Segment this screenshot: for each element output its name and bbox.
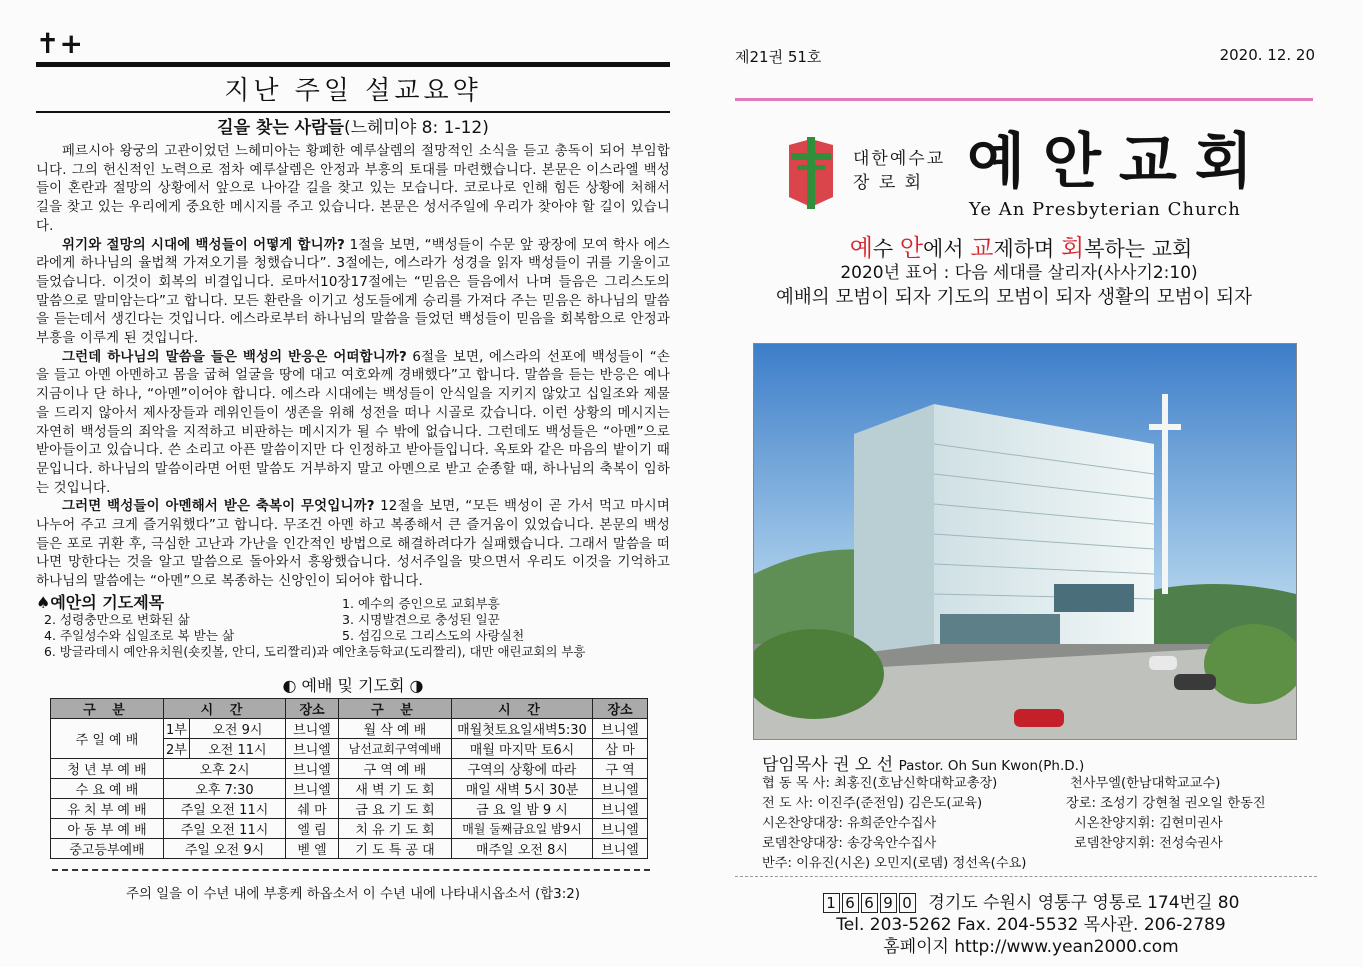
cross-logo-icon xyxy=(783,135,839,211)
address-line xyxy=(735,892,1327,914)
church-masthead xyxy=(735,129,1327,225)
cell: 월 삭 예 배 xyxy=(339,718,452,738)
cell: 브니엘 xyxy=(593,718,648,738)
cell: 브니엘 xyxy=(593,798,648,818)
motto-initial: 교 xyxy=(970,234,994,262)
cell: 구역의 상황에 따라 xyxy=(452,758,593,778)
staff-line: 천사무엘(한남대학교교수) xyxy=(1070,776,1221,791)
motto-text: 제하며 xyxy=(993,237,1062,261)
answer-3: 12절을 보면, “모든 백성이 곧 가서 먹고 마시며 나누어 주고 크게 즐거워했다”고 합니다. 무조건 아멘 하고 복종해서 큰 즐거움이 있었습니다. 본문의 백성들은 포로 귀환 후, 극심한 고난과 가난을 인간적인 방법으로 해결하려다가 실패했습니다. 그래서 말씀을 떠나면 망한다는 것을 알고 말씀으로 돌아와서 흥왕했습니다. 성서주일을 맞으면서 우리도 이것을 기억하고 하나님의 말씀에는 “아멘”으로 복종하는 신앙인이 되어야 합니다. xyxy=(36,499,671,590)
question-3: 그러면 백성들이 아멘해서 받은 축복이 무엇입니까? xyxy=(62,499,375,515)
table-row xyxy=(51,818,648,838)
prayer-item: 2. 성령충만으로 변화된 삶 xyxy=(44,611,190,627)
cell: 주일 오전 9시 xyxy=(164,838,286,858)
church-name: 예안교회 xyxy=(967,127,1271,197)
church-motto xyxy=(715,235,1327,262)
col-header: 시 간 xyxy=(452,698,593,718)
staff-line: 반주: 이유진(시온) 오민지(로뎀) 정선옥(수요) xyxy=(762,856,1027,871)
col-header: 장소 xyxy=(593,698,648,718)
cell: 오후 2시 xyxy=(164,758,286,778)
church-name-english: Ye An Presbyterian Church xyxy=(969,199,1241,220)
staff-line: 시온찬양지휘: 김현미권사 xyxy=(1074,816,1223,831)
year-theme: 2020년 표어 : 다음 세대를 살리자(사사기2:10) xyxy=(840,263,1198,283)
pastor-name: 담임목사 권 오 선 xyxy=(762,755,894,775)
cell: 주일 오전 11시 xyxy=(164,818,286,838)
cell: 매월 둘째금요일 밤9시 xyxy=(452,818,593,838)
motto-text: 수 xyxy=(872,237,900,261)
cell: 주일 오전 11시 xyxy=(164,798,286,818)
col-header: 장소 xyxy=(286,698,339,718)
sermon-paragraph-1: 페르시아 왕궁의 고관이었던 느헤미아는 황폐한 예루살렘의 절망적인 소식을 듣고 총독이 되어 부임합니다. 그의 헌신적인 노력으로 점차 예루살렘은 안정과 부흥의 토대를 마련했습니다. 본문은 이스라엘 백성들이 혼란과 절망의 상황에서 앞으로 나아갈 길을 찾고 있는 모습니다. 코로나로 인해 힘든 상황에 처해서 길을 찾고 있는 우리에게 중요한 메시지를 주고 있습니다. 본문은 성서주일에 우리가 찾아야 할 길이 있습니다. xyxy=(36,144,670,234)
cell: 2부 xyxy=(164,738,190,758)
pastor-name-english: Pastor. Oh Sun Kwon(Ph.D.) xyxy=(898,758,1085,774)
church-building-image xyxy=(753,343,1297,740)
answer-2: 6절을 보면, 에스라의 선포에 백성들이 “손을 들고 아멘 아멘하고 몸을 굽혀 얼굴을 땅에 대고 여호와께 경배했다”고 합니다. 말씀을 듣는 반응은 예나 지금이나 단 하나, “아멘”이어야 합니다. 에스라 시대에는 백성들이 안식일을 지키지 않았고 십일조와 제물을 드리지 않아서 제사장들과 레위인들이 생존을 위해 성전을 떠나 시골로 갔습니다. 이런 상황의 메시지는 자연히 백성들의 죄악을 지적하고 비판하는 메시지가 될 수 밖에 없습니다. 그런데도 백성들은 “아멘”으로 받아들이고 있습니다. 쓴 소리고 아픈 말씀이지만 다 인정하고 받아들입니다. 옥토와 같은 마음의 밭이기 때문입니다. 하나님의 말씀이라면 어떤 말씀도 거부하지 말고 아멘으로 받고 순종할 때, 하나님의 축복이 임하는 것입니다. xyxy=(36,349,670,496)
prayer-item: 4. 주일성수와 십일조로 복 받는 삶 xyxy=(44,627,235,643)
staff-line: 로뎀찬양지휘: 전성숙권사 xyxy=(1074,836,1223,851)
church-building-illustration xyxy=(754,344,1296,739)
cell: 주 일 예 배 xyxy=(51,718,164,758)
motto-text: 에서 xyxy=(923,237,971,261)
table-row xyxy=(51,838,648,858)
right-page xyxy=(735,46,1327,312)
cell: 매주일 오전 8시 xyxy=(452,838,593,858)
zip-digit: 6 xyxy=(861,893,878,913)
cell: 기 도 특 공 대 xyxy=(339,838,452,858)
cell: 아 동 부 예 배 xyxy=(51,818,164,838)
cell: 삼 마 xyxy=(593,738,648,758)
staff-line: 장로: 조성기 강현철 권오일 한동진 xyxy=(1066,796,1266,811)
top-bar-divider xyxy=(36,62,670,67)
church-address xyxy=(735,892,1327,958)
prayer-item: 5. 섬김으로 그리스도의 사랑실천 xyxy=(342,627,525,643)
cell: 브니엘 xyxy=(593,838,648,858)
volume-number: 제21권 51호 xyxy=(735,48,822,66)
left-page xyxy=(36,27,671,902)
table-row xyxy=(51,718,648,738)
cell: 브니엘 xyxy=(286,718,339,738)
cell: 브니엘 xyxy=(593,778,648,798)
cell: 남선교회구역예배 xyxy=(339,738,452,758)
cell: 브니엘 xyxy=(593,818,648,838)
senior-pastor xyxy=(762,750,1084,775)
table-row xyxy=(51,798,648,818)
cell: 오전 11시 xyxy=(189,738,285,758)
staff-line: 로뎀찬양대장: 송강욱안수집사 xyxy=(762,836,937,851)
motto-text: 복하는 교회 xyxy=(1084,237,1193,261)
cell: 브니엘 xyxy=(286,778,339,798)
motto-initial: 예 xyxy=(849,234,873,262)
col-header: 구 분 xyxy=(51,698,164,718)
cell: 수 요 예 배 xyxy=(51,778,164,798)
street-address: 경기도 수원시 영통구 영통로 174번길 80 xyxy=(928,893,1240,913)
cell: 청 년 부 예 배 xyxy=(51,758,164,778)
sermon-title: 길을 찾는 사람들 xyxy=(217,118,344,138)
motto-initial: 안 xyxy=(899,234,924,262)
answer-1: 1절을 보면, “백성들이 수문 앞 광장에 모여 학사 에스라에게 하나님의 율법책 가져오기를 청했습니다”. 3절에는, 에스라가 성경을 읽자 백성들이 귀를 기울이고 들었습니다. 이것이 회복의 비결입니다. 로마서10장17절에는 “믿음은 들음에서 나며 들음은 그리스도의 말씀으로 말미암는다”고 합니다. 모든 환란을 이기고 성도들에게 승리를 가져다 주는 믿음은 하나님의 말씀을 듣는데서 생긴다는 것입니다. 에스라로부터 하나님의 말씀을 들었던 백성들이 믿음을 회복함으로 안정과 부흥을 이루게 된 것입니다. xyxy=(36,237,670,347)
prayer-item: 3. 시명발견으로 충성된 일꾼 xyxy=(342,611,500,627)
sermon-heading xyxy=(36,117,670,139)
cell: 금 요 기 도 회 xyxy=(339,798,452,818)
issue-header xyxy=(735,46,1327,76)
table-row xyxy=(51,778,648,798)
worship-schedule-table xyxy=(50,698,648,859)
cell: 1부 xyxy=(164,718,190,738)
cell: 새 벽 기 도 회 xyxy=(339,778,452,798)
table-row xyxy=(51,758,648,778)
denomination-line: 장 로 회 xyxy=(853,173,924,193)
motto-initial: 회 xyxy=(1061,234,1085,262)
zip-digit: 1 xyxy=(823,893,840,913)
model-slogan: 예배의 모범이 되자 기도의 모범이 되자 생활의 모범이 되자 xyxy=(776,287,1252,308)
cell: 매월 마지막 토6시 xyxy=(452,738,593,758)
cell: 엘 림 xyxy=(286,818,339,838)
cell: 오후 7:30 xyxy=(164,778,286,798)
cell: 브니엘 xyxy=(286,738,339,758)
pink-divider xyxy=(735,98,1313,101)
cell: 금 요 일 밤 9 시 xyxy=(452,798,593,818)
worship-title: ◐ 예배 및 기도회 ◑ xyxy=(282,675,424,695)
staff-line: 협 동 목 사: 최홍진(호남신학대학교총장) xyxy=(762,776,998,791)
prayer-title: ♠예안의 기도제목 xyxy=(36,592,165,612)
cell: 구 역 예 배 xyxy=(339,758,452,778)
issue-date: 2020. 12. 20 xyxy=(1219,46,1315,64)
cross-mark-icon: ✝+ xyxy=(36,27,83,60)
homepage-link[interactable]: 홈페이지 http://www.yean2000.com xyxy=(883,937,1179,957)
sermon-body xyxy=(36,143,670,592)
prayer-item: 1. 예수의 증인으로 교회부흥 xyxy=(342,595,500,611)
question-2: 그런데 하나님의 말씀을 들은 백성의 반응은 어떠합니까? xyxy=(62,349,408,365)
cell: 매월첫토요일새벽5:30 xyxy=(452,718,593,738)
prayer-item: 6. 방글라데시 예안유치원(숏킷볼, 안디, 도리짤리)과 예안초등학교(도리짤리), 대만 애린교회의 부흥 xyxy=(44,643,586,659)
zip-digit: 0 xyxy=(899,893,916,913)
sermon-paragraph-4 xyxy=(36,498,670,592)
title-divider xyxy=(36,111,670,113)
table-header-row xyxy=(51,698,648,718)
sermon-paragraph-2 xyxy=(36,237,670,349)
zip-digit: 9 xyxy=(880,893,897,913)
denomination-line: 대한예수교 xyxy=(853,149,946,169)
zip-digit: 6 xyxy=(842,893,859,913)
sermon-reference: (느헤미야 8: 1-12) xyxy=(343,118,489,138)
cell: 쉐 마 xyxy=(286,798,339,818)
cell: 유 치 부 예 배 xyxy=(51,798,164,818)
sermon-paragraph-3 xyxy=(36,349,670,499)
staff-line: 시온찬양대장: 유희준안수집사 xyxy=(762,816,937,831)
cell: 중고등부예배 xyxy=(51,838,164,858)
phone-line: Tel. 203-5262 Fax. 204-5532 목사관. 206-2789 xyxy=(836,915,1226,935)
col-header: 구 분 xyxy=(339,698,452,718)
cell: 오전 9시 xyxy=(189,718,285,738)
cell: 구 역 xyxy=(593,758,648,778)
dashed-divider xyxy=(52,869,650,871)
section-title: 지난 주일 설교요약 xyxy=(224,76,482,106)
address-divider xyxy=(735,876,1317,878)
cell: 벧 엘 xyxy=(286,838,339,858)
denomination xyxy=(853,147,945,195)
cell: 브니엘 xyxy=(286,758,339,778)
question-1: 위기와 절망의 시대에 백성들이 어떻게 합니까? xyxy=(62,237,345,253)
cell: 매일 새벽 5시 30분 xyxy=(452,778,593,798)
cell: 치 유 기 도 회 xyxy=(339,818,452,838)
staff-line: 전 도 사: 이진주(준전임) 김은도(교육) xyxy=(762,796,983,811)
col-header: 시 간 xyxy=(164,698,286,718)
bible-verse: 주의 일을 이 수년 내에 부흥케 하옵소서 이 수년 내에 나타내시옵소서 (합3:2) xyxy=(126,886,580,902)
